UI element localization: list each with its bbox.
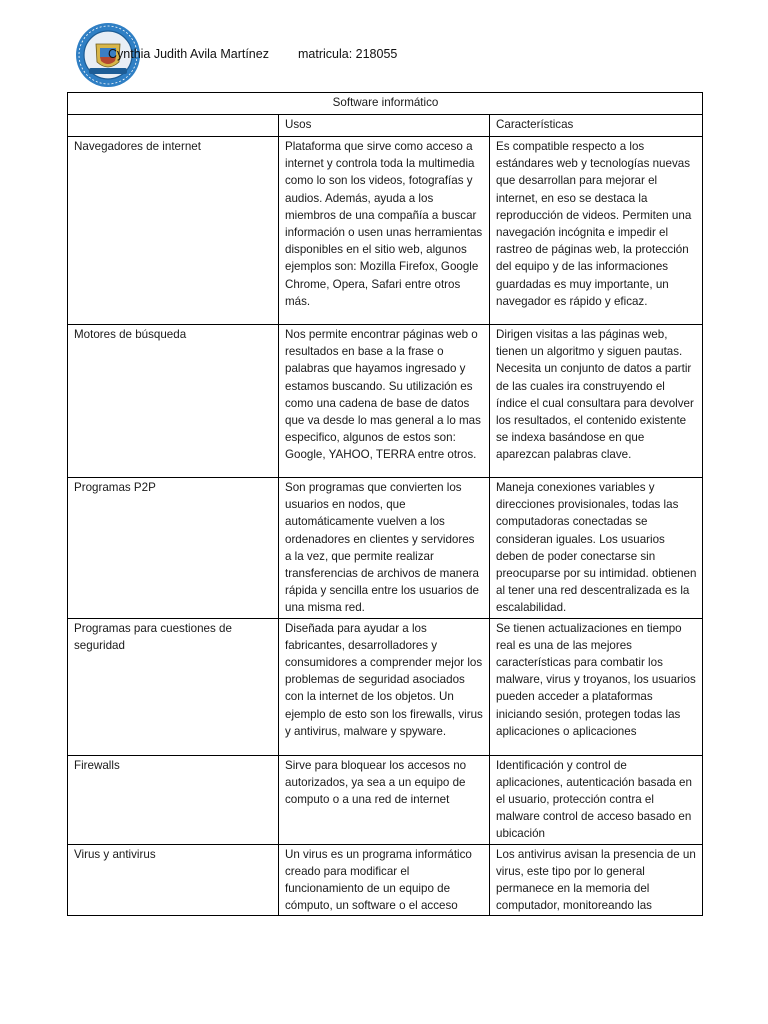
table-row	[68, 325, 703, 478]
table-title: Software informático	[68, 93, 703, 115]
row-caracteristicas: Los antivirus avisan la presencia de un virus, este tipo por lo general permanece en la memoria del computador, monitoreando las	[490, 844, 703, 916]
table-row	[68, 844, 703, 916]
row-name: Programas para cuestiones de seguridad	[68, 618, 279, 755]
table-row	[68, 618, 703, 755]
row-usos: Sirve para bloquear los accesos no autorizados, ya sea a un equipo de computo o a una red de internet	[279, 755, 490, 844]
row-usos: Plataforma que sirve como acceso a internet y controla toda la multimedia como lo son los videos, fotografías y audios. Además, ayuda a los miembros de una compañía a buscar información o usen unas herramientas disponibles en el sitio web, algunos ejemplos son: Mozilla Firefox, Google Chrome, Opera, Safari entre otros más.	[279, 137, 490, 325]
row-usos: Diseñada para ayudar a los fabricantes, desarrolladores y consumidores a comprender mejor los problemas de seguridad asociados con la internet de los objetos. Un ejemplo de esto son los firewalls, virus y antivirus, malware y spyware.	[279, 618, 490, 755]
row-caracteristicas: Dirigen visitas a las páginas web, tienen un algoritmo y siguen pautas. Necesita un conjunto de datos a partir de las cuales ira construyendo el índice el cual consultara para devolver los resultados, el contenido existente se indexa basándose en que aparezcan palabras clave.	[490, 325, 703, 478]
row-usos: Un virus es un programa informático creado para modificar el funcionamiento de un equipo de cómputo, un software o el acceso	[279, 844, 490, 916]
table-title-row	[68, 93, 703, 115]
row-caracteristicas: Maneja conexiones variables y direcciones provisionales, todas las computadoras conectadas se consideran iguales. Los usuarios deben de poder conectarse sin preocuparse por su intimidad. obtienen al tener una red descentralizada es la escalabilidad.	[490, 478, 703, 619]
row-name: Virus y antivirus	[68, 844, 279, 916]
table-row	[68, 478, 703, 619]
row-caracteristicas: Se tienen actualizaciones en tiempo real es una de las mejores características para combatir los malware, virus y troyanos, los usuarios pueden acceder a plataformas iniciando sesión, protegen todas las aplicaciones o aplicaciones	[490, 618, 703, 755]
row-caracteristicas: Identificación y control de aplicaciones, autenticación basada en el usuario, protección contra el malware control de acceso basado en ubicación	[490, 755, 703, 844]
table-header-row	[68, 115, 703, 137]
row-usos: Son programas que convierten los usuarios en nodos, que automáticamente vuelven a los ordenadores en clientes y servidores a la vez, que permite realizar transferencias de archivos de manera rápida y sencilla entre los usuarios de una misma red.	[279, 478, 490, 619]
row-name: Firewalls	[68, 755, 279, 844]
student-name: Cynthia Judith Avila Martínez	[108, 47, 269, 61]
table-row	[68, 755, 703, 844]
row-name: Motores de búsqueda	[68, 325, 279, 478]
row-name: Navegadores de internet	[68, 137, 279, 325]
header-cell-empty	[68, 115, 279, 137]
header-cell-caracteristicas: Características	[490, 115, 703, 137]
header-cell-usos: Usos	[279, 115, 490, 137]
table-row	[68, 137, 703, 325]
row-usos: Nos permite encontrar páginas web o resultados en base a la frase o palabras que hayamos ingresado y estamos buscando. Su utilización es como una cadena de base de datos que va desde lo mas general a lo mas especifico, algunos de estos son: Google, YAHOO, TERRA entre otros.	[279, 325, 490, 478]
matricula: matricula: 218055	[298, 47, 398, 61]
software-table	[67, 92, 703, 916]
row-caracteristicas: Es compatible respecto a los estándares web y tecnologías nuevas que desarrollan para mejorar el internet, en eso se destaca la reproducción de videos. Permiten una navegación incógnita e impedir el rastreo de páginas web, la protección del equipo y de las informaciones guardadas es muy importante, un navegador es rápido y eficaz.	[490, 137, 703, 325]
row-name: Programas P2P	[68, 478, 279, 619]
